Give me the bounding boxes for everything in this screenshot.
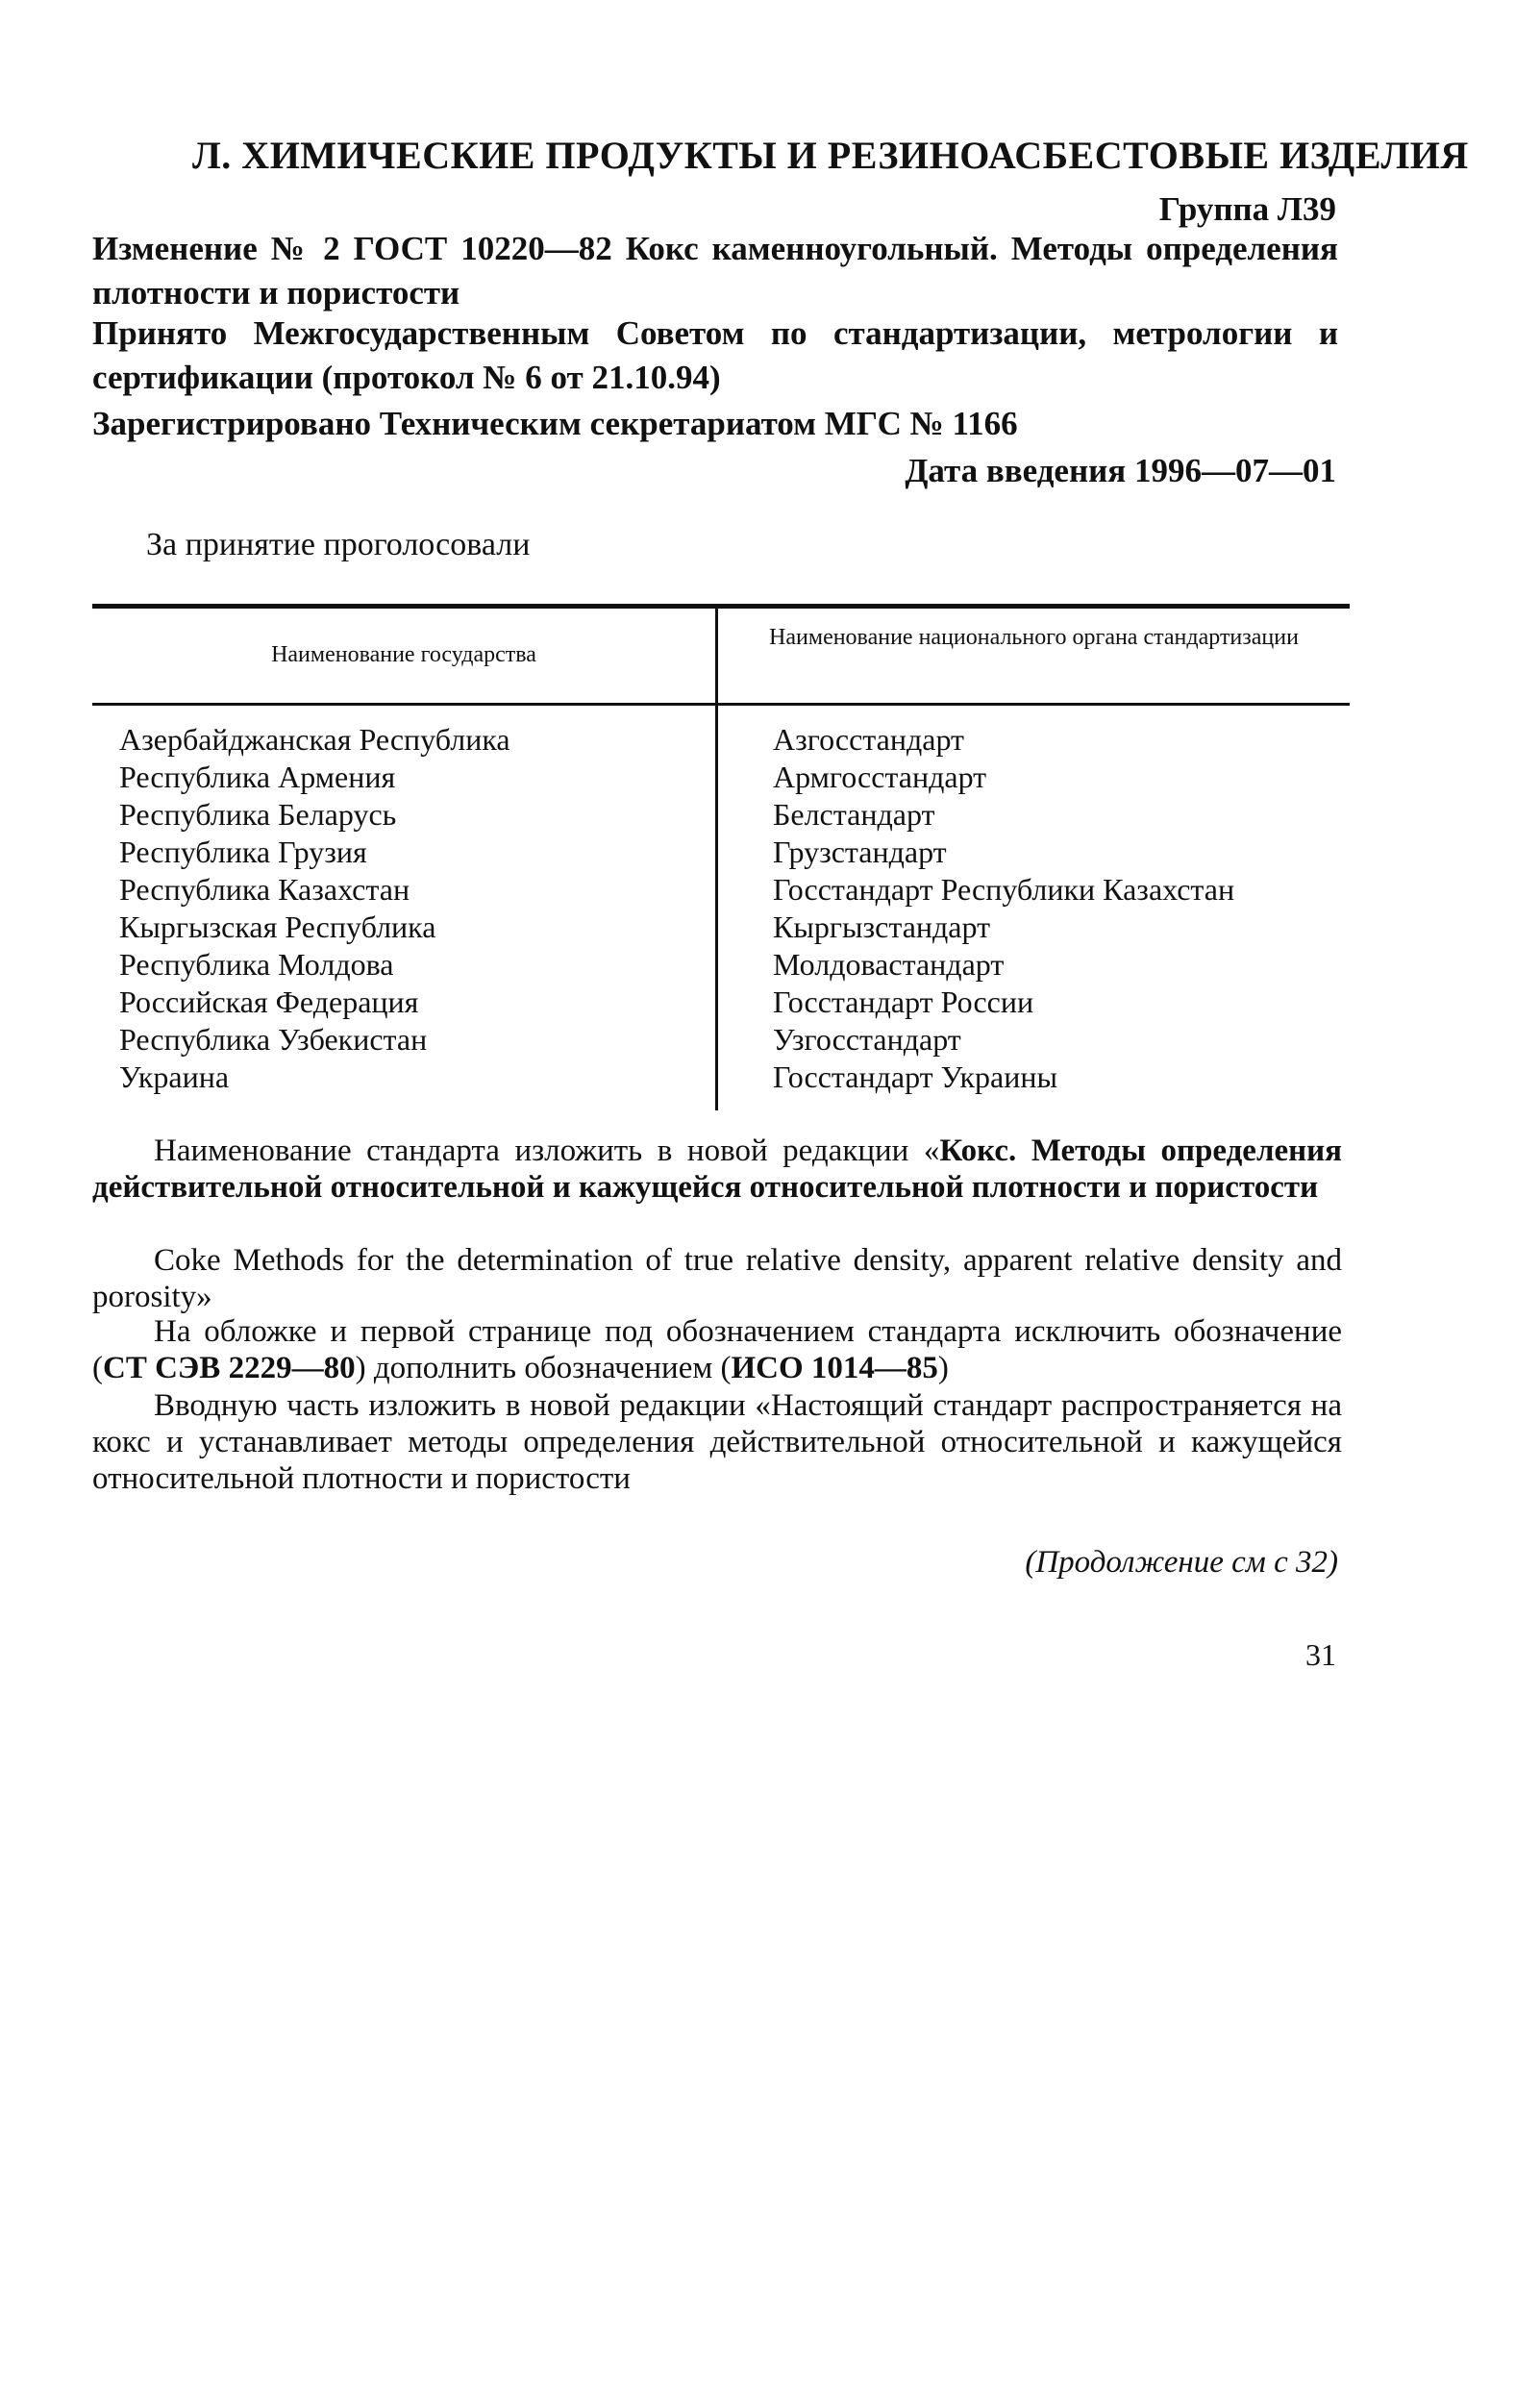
body-item: Узгосстандарт bbox=[773, 1022, 961, 1057]
state-item: Украина bbox=[119, 1059, 230, 1094]
section-title: Л. ХИМИЧЕСКИЕ ПРОДУКТЫ И РЕЗИНОАСБЕСТОВЫЕ ИЗДЕЛИЯ bbox=[192, 134, 1469, 177]
body-item: Госстандарт Украины bbox=[773, 1059, 1057, 1094]
intro-text: Вводную часть изложить в новой редакции «Настоящий стандарт распространяется на кокс и устанавливает методы определения действительной относительной и кажущейся относительной плотности и пористости bbox=[92, 1388, 1342, 1496]
new-designation: ИСО 1014—85 bbox=[731, 1351, 938, 1385]
english-title bbox=[92, 1242, 1342, 1315]
introduction-date: Дата введения 1996—07—01 bbox=[905, 452, 1336, 489]
state-item: Республика Грузия bbox=[119, 835, 367, 869]
body-item: Азгосстандарт bbox=[773, 722, 965, 757]
table-header-rule bbox=[92, 703, 1350, 706]
voted-label: За принятие проголосовали bbox=[146, 527, 531, 562]
body-item: Грузстандарт bbox=[773, 835, 947, 869]
page-number: 31 bbox=[1305, 1637, 1336, 1672]
registration-note: Зарегистрировано Техническим секретариатом МГС № 1166 bbox=[92, 405, 1018, 442]
amendment-title: Изменение № 2 ГОСТ 10220—82 Кокс каменноугольный. Методы определения плотности и пористости bbox=[92, 230, 1338, 311]
header-state: Наименование государства bbox=[271, 642, 536, 667]
state-item: Азербайджанская Республика bbox=[119, 722, 510, 757]
header-body: Наименование национального органа стандартизации bbox=[769, 625, 1299, 650]
state-item: Республика Беларусь bbox=[119, 797, 397, 832]
state-item: Российская Федерация bbox=[119, 984, 419, 1019]
state-item: Республика Армения bbox=[119, 760, 396, 794]
english-text: Coke Methods for the determination of true relative density, apparent relative density and porosity» bbox=[92, 1243, 1342, 1314]
old-designation: СТ СЭВ 2229—80 bbox=[103, 1351, 356, 1385]
cover-end: ) bbox=[937, 1351, 949, 1385]
cover-paragraph bbox=[92, 1313, 1342, 1386]
intro-paragraph bbox=[92, 1387, 1342, 1497]
name-paragraph bbox=[92, 1133, 1342, 1206]
cover-mid: ) дополнить обозначением ( bbox=[355, 1351, 732, 1385]
state-list bbox=[119, 721, 510, 1096]
body-item: Армгосстандарт bbox=[773, 760, 987, 794]
name-lead: Наименование стандарта изложить в новой редакции « bbox=[154, 1134, 940, 1168]
body-list bbox=[773, 721, 1234, 1096]
body-item: Кыргызстандарт bbox=[773, 909, 991, 944]
adoption-note: Принято Межгосударственным Советом по стандартизации, метрологии и сертификации (протокол № 6 от 21.10.94) bbox=[92, 314, 1338, 396]
state-item: Республика Узбекистан bbox=[119, 1022, 428, 1057]
table-column-divider bbox=[715, 609, 718, 1110]
cover-lead: На обложке и первой странице под обозначением стандарта исключить обозначение ( bbox=[92, 1314, 1342, 1385]
group-code: Группа Л39 bbox=[1158, 190, 1336, 228]
body-item: Молдовастандарт bbox=[773, 947, 1005, 982]
body-item: Госстандарт России bbox=[773, 984, 1034, 1019]
state-item: Республика Казахстан bbox=[119, 872, 410, 907]
table-top-rule bbox=[92, 604, 1350, 609]
body-item: Белстандарт bbox=[773, 797, 935, 832]
state-item: Республика Молдова bbox=[119, 947, 394, 982]
continuation-note: (Продолжение см с 32) bbox=[1025, 1545, 1338, 1580]
body-item: Госстандарт Республики Казахстан bbox=[773, 872, 1235, 907]
state-item: Кыргызская Республика bbox=[119, 909, 436, 944]
voting-table bbox=[92, 604, 1350, 1113]
new-standard-name: Кокс. Методы определения действительной относительной и кажущейся относительной плотности и пористости bbox=[92, 1134, 1342, 1205]
